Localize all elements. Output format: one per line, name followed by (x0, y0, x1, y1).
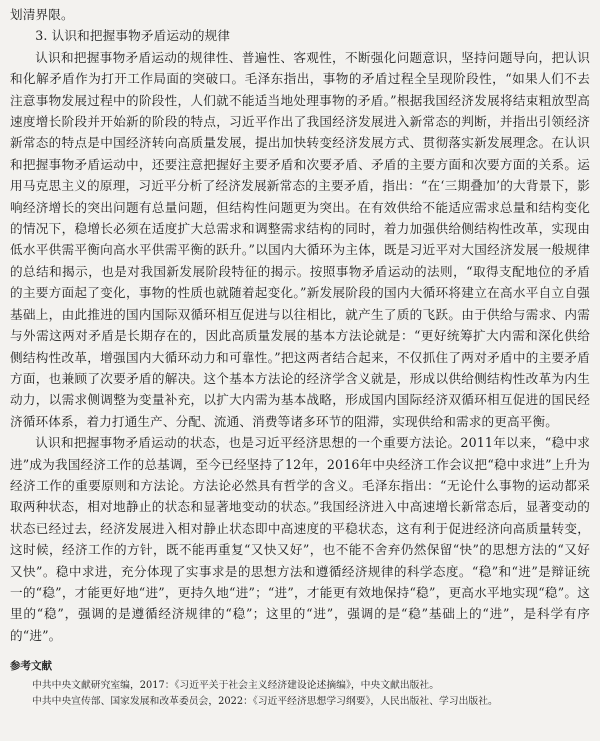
paragraph-2: 认识和把握事物矛盾运动的状态，也是习近平经济思想的一个重要方法论。2011年以来，“稳中求进”成为我国经济工作的总基调，至今已经坚持了12年，2016年中央经济工作会议把“稳中求进”上升为经济工作的重要原则和方法论。方法论必然具有哲学的含义。毛泽东指出：“无论什么事物的运动都采取两种状态，相对地静止的状态和显著地变动的状态。”我国经济进入中高速增长新常态后，显著变动的状态已经过去，经济发展进入相对静止状态即中高速度的平稳状态，这有利于促进经济向高质量转变，这时候，经济工作的方针，既不能再重复“又快又好”，也不能不舍弃仍然保留“快”的思想方法的“又好又快”。稳中求进，充分体现了实事求是的思想方法和遵循经济规律的科学态度。“稳”和“进”是辩证统一的“稳”，才能更好地“进”，更持久地“进”；“进”，才能更有效地保持“稳”，更高水平地实现“稳”。这里的“稳”，强调的是遵循经济规律的“稳”；这里的“进”，强调的是“稳”基础上的“进”，是科学有序的“进”。 (10, 435, 590, 643)
reference-item: 中共中央文献研究室编，2017：《习近平关于社会主义经济建设论述摘编》，中央文献出版社。 (32, 680, 440, 692)
references-list (10, 678, 590, 710)
section-heading: 3. 认识和把握事物矛盾运动的规律 (35, 28, 231, 44)
references-section (10, 658, 590, 710)
lead-fragment: 划清界限。 (10, 7, 74, 22)
article-body (10, 4, 590, 646)
references-title: 参考文献 (10, 660, 52, 673)
paragraph-1: 认识和把握事物矛盾运动的规律性、普遍性、客观性，不断强化问题意识，坚持问题导向，把认识和化解矛盾作为打开工作局面的突破口。毛泽东指出，事物的矛盾过程全呈现阶段性，“如果人们不去注意事物发展过程中的阶段性，人们就不能适当地处理事物的矛盾。”根据我国经济发展将结束粗放型高速度增长阶段并开始新的阶段的特点，习近平作出了我国经济发展进入新常态的判断，并指出引领经济新常态的特点是中国经济转向高质量发展，提出加快转变经济发展方式、贯彻落实新发展理念。在认识和把握事物矛盾运动中，还要注意把握好主要矛盾和次要矛盾、矛盾的主要方面和次要方面的关系。运用马克思主义的原理，习近平分析了经济发展新常态的主要矛盾，指出：“在‘三期叠加’的大背景下，影响经济增长的突出问题有总量问题，但结构性问题更为突出。在有效供给不能适应需求总量和结构变化的情况下，稳增长必须在适度扩大总需求和调整需求结构的同时，着力加强供给侧结构性改革，实现由低水平供需平衡向高水平供需平衡的跃升。”以国内大循环为主体，既是习近平对大国经济发展一般规律的总结和揭示，也是对我国新发展阶段特征的揭示。按照事物矛盾运动的法则，“取得支配地位的矛盾的主要方面起了变化，事物的性质也就随着起变化。”新发展阶段的国内大循环将建立在高水平自立自强基础上，由此推进的国内国际双循环相互促进与以往相比，就产生了质的飞跃。由于供给与需求、内需与外需这两对矛盾是长期存在的，因此高质量发展的基本方法论就是：“更好统筹扩大内需和深化供给侧结构性改革，增强国内大循环动力和可靠性。”把这两者结合起来，不仅抓住了两对矛盾中的主要矛盾方面，也兼顾了次要矛盾的解决。这个基本方法论的经济学含义就是，形成以供给侧结构性改革为内生动力，以需求侧调整为变量补充，以扩大内需为基本战略，形成国内国际经济双循环相互促进的国民经济循环体系，着力打通生产、分配、流通、消费等诸多环节的阻滞，实现供给和需求的更高平衡。 (10, 49, 590, 429)
reference-item: 中共中央宣传部、国家发展和改革委员会，2022：《习近平经济思想学习纲要》，人民出版社、学习出版社。 (32, 696, 498, 708)
